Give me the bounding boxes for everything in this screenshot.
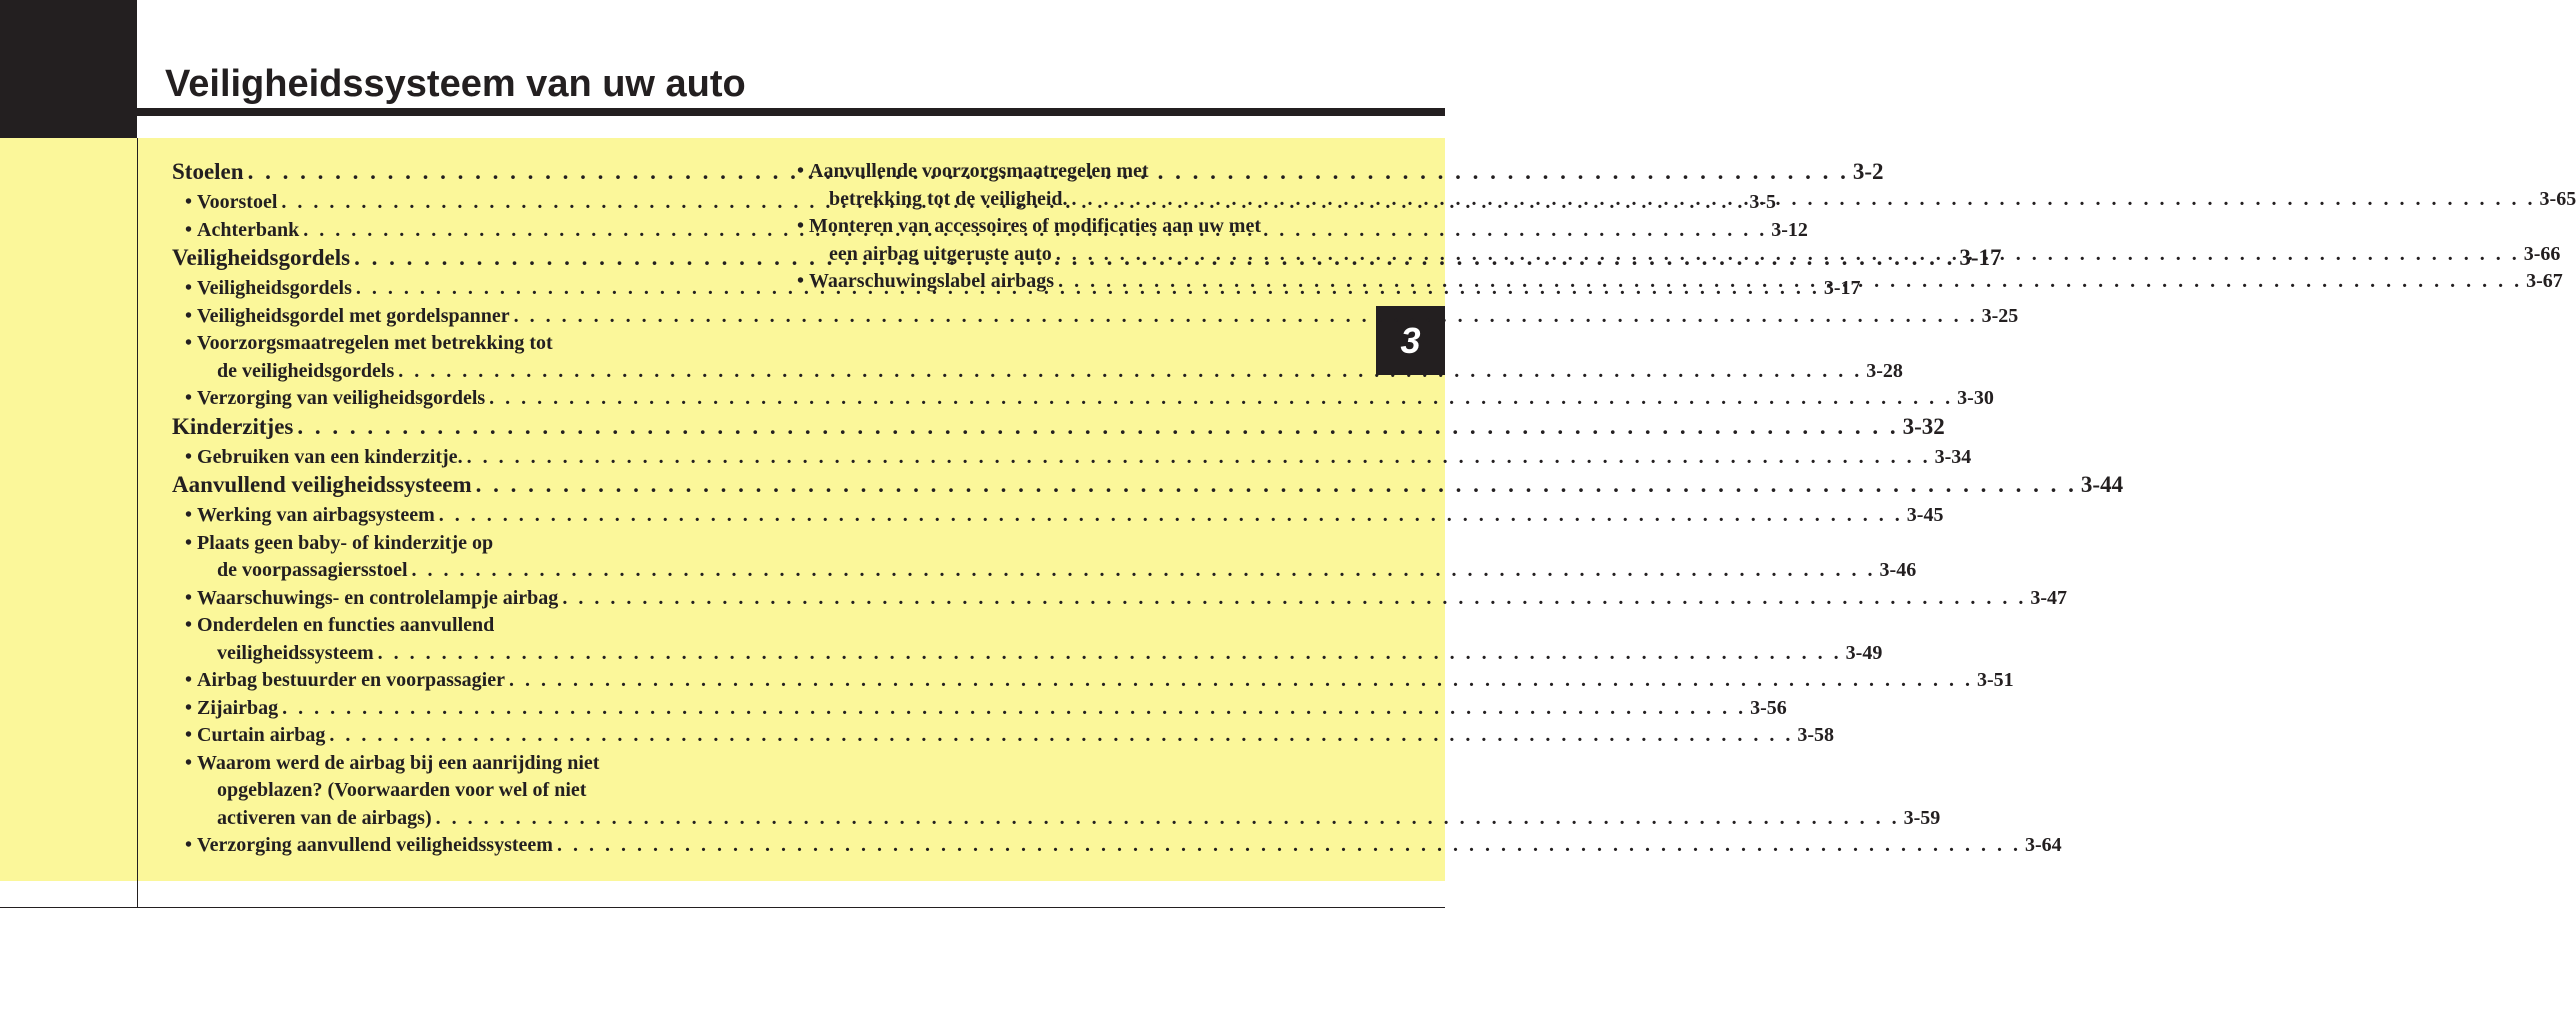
toc-item-waarschuwings[interactable] bbox=[172, 585, 2067, 613]
bullet-icon: • bbox=[185, 445, 193, 468]
toc-item-werking[interactable] bbox=[172, 502, 1944, 530]
toc-page: 3-28 bbox=[1866, 359, 1903, 382]
toc-label: Werking van airbagsysteem bbox=[197, 504, 435, 526]
toc-page: 3-64 bbox=[2024, 834, 2062, 856]
toc-page: 3-12 bbox=[1771, 218, 1808, 241]
bullet-icon: • bbox=[185, 696, 193, 719]
bullet-icon: • bbox=[185, 304, 193, 327]
dot-leader bbox=[1056, 243, 2520, 265]
bullet-icon: • bbox=[185, 504, 193, 526]
toc-label: Gebruiken van een kinderzitje. bbox=[197, 445, 463, 468]
toc-page: 3-2 bbox=[1852, 159, 1884, 184]
toc-label: Aanvullend veiligheidssysteem bbox=[172, 472, 472, 497]
bullet-icon: • bbox=[185, 834, 193, 856]
toc-item-verzorging-aanvullend[interactable] bbox=[172, 832, 2062, 860]
dot-leader bbox=[467, 446, 1931, 468]
title-underline bbox=[137, 108, 1445, 116]
toc-item-waarom[interactable] bbox=[172, 750, 1941, 833]
bullet-icon: • bbox=[185, 586, 193, 609]
toc-item-curtain-airbag[interactable] bbox=[172, 722, 1835, 750]
toc-label-continued: activeren van de airbags) bbox=[217, 806, 432, 829]
toc-label: Curtain airbag bbox=[197, 724, 326, 746]
toc-label: Achterbank bbox=[197, 218, 300, 241]
toc-label: Veiligheidsgordels bbox=[197, 277, 352, 299]
toc-page: 3-66 bbox=[2523, 242, 2561, 265]
toc-label-continued: opgeblazen? (Voorwaarden voor wel of niet bbox=[217, 779, 587, 801]
toc-label-continued: de voorpassagiersstoel bbox=[217, 559, 408, 581]
dot-leader bbox=[476, 472, 2077, 497]
bottom-rule bbox=[0, 907, 1445, 908]
bullet-icon: • bbox=[185, 724, 193, 746]
toc-page: 3-25 bbox=[1981, 304, 2019, 327]
toc-page: 3-51 bbox=[1976, 669, 2014, 691]
toc-label: Stoelen bbox=[172, 159, 244, 184]
toc-label: Voorzorgsmaatregelen met betrekking tot bbox=[197, 332, 553, 354]
toc-item-gebruiken[interactable] bbox=[172, 444, 1972, 472]
toc-page: 3-47 bbox=[2030, 586, 2067, 609]
dot-leader bbox=[557, 834, 2021, 856]
bullet-icon: • bbox=[185, 218, 193, 241]
toc-label-continued: een airbag uitgeruste auto bbox=[829, 242, 1052, 265]
toc-label-continued: veiligheidssysteem bbox=[217, 641, 374, 664]
toc-item-voorzorgsmaatregelen[interactable] bbox=[172, 330, 1903, 385]
black-corner-block bbox=[0, 0, 137, 138]
toc-label-continued: de veiligheidsgordels bbox=[217, 359, 395, 382]
dot-leader bbox=[398, 360, 1862, 382]
toc-page: 3-58 bbox=[1797, 724, 1835, 746]
toc-item-verzorging-gordels[interactable] bbox=[172, 385, 1994, 413]
dot-leader bbox=[439, 504, 1903, 526]
dot-leader bbox=[489, 387, 1953, 409]
bullet-icon: • bbox=[185, 387, 193, 409]
toc-label: Verzorging aanvullend veiligheidssysteem bbox=[197, 834, 553, 856]
toc-page: 3-34 bbox=[1934, 445, 1972, 468]
toc-label: Aanvullende voorzorgsmaatregelen met bbox=[809, 160, 1149, 182]
toc-label: Waarschuwingslabel airbags bbox=[809, 270, 1055, 292]
toc-label: Waarschuwings- en controlelampje airbag bbox=[197, 586, 559, 609]
toc-item-plaats-geen[interactable] bbox=[172, 530, 1917, 585]
toc-page: 3-67 bbox=[2526, 270, 2563, 292]
dot-leader bbox=[329, 724, 1793, 746]
bullet-icon: • bbox=[185, 531, 193, 554]
toc-item-zijairbag[interactable] bbox=[172, 695, 1787, 723]
dot-leader bbox=[514, 305, 1978, 327]
bullet-icon: • bbox=[185, 332, 193, 354]
toc-page: 3-5 bbox=[1749, 191, 1777, 213]
bullet-icon: • bbox=[185, 277, 193, 299]
dot-leader bbox=[562, 587, 2026, 609]
toc-page: 3-45 bbox=[1906, 504, 1944, 526]
toc-label: Veiligheidsgordels bbox=[172, 245, 351, 270]
dot-leader bbox=[1072, 188, 2536, 210]
dot-leader bbox=[436, 807, 1900, 829]
toc-label: Verzorging van veiligheidsgordels bbox=[197, 387, 486, 409]
dot-leader bbox=[297, 414, 1898, 439]
toc-page: 3-17 bbox=[1823, 277, 1861, 299]
bullet-icon: • bbox=[797, 270, 805, 292]
bullet-icon: • bbox=[185, 669, 193, 691]
bullet-icon: • bbox=[185, 191, 193, 213]
dot-leader bbox=[282, 697, 1746, 719]
toc-section-aanvullend[interactable] bbox=[172, 471, 2124, 502]
toc-page: 3-32 bbox=[1902, 413, 1945, 439]
toc-page: 3-30 bbox=[1957, 387, 1994, 409]
margin-line bbox=[137, 138, 138, 908]
bullet-icon: • bbox=[185, 751, 193, 774]
bullet-icon: • bbox=[797, 215, 805, 237]
toc-page: 3-65 bbox=[2539, 187, 2576, 210]
toc-label: Airbag bestuurder en voorpassagier bbox=[197, 669, 505, 691]
toc-page: 3-46 bbox=[1879, 559, 1917, 581]
toc-label-continued: betrekking tot de veiligheid. bbox=[829, 187, 1068, 210]
bullet-icon: • bbox=[185, 614, 193, 636]
page-title: Veiligheidssysteem van uw auto bbox=[165, 63, 746, 105]
toc-label: Veiligheidsgordel met gordelspanner bbox=[197, 304, 510, 327]
toc-page: 3-44 bbox=[2080, 472, 2124, 497]
dot-leader bbox=[509, 669, 1973, 691]
dot-leader bbox=[378, 642, 1842, 664]
bullet-icon: • bbox=[797, 160, 805, 182]
toc-page: 3-17 bbox=[1959, 245, 2002, 270]
toc-label: Onderdelen en functies aanvullend bbox=[197, 614, 495, 636]
toc-label: Monteren van accessoires of modificaties aan uw met bbox=[809, 215, 1261, 237]
toc-item-gordelspanner[interactable] bbox=[172, 303, 2019, 331]
toc-page: 3-59 bbox=[1903, 806, 1941, 829]
toc-label: Zijairbag bbox=[197, 696, 279, 719]
toc-item-airbag-bestuurder[interactable] bbox=[172, 667, 2014, 695]
toc-label: Voorstoel bbox=[197, 191, 278, 213]
toc-page: 3-49 bbox=[1845, 641, 1883, 664]
chapter-tab[interactable]: 3 bbox=[1376, 306, 1445, 375]
toc-label: Plaats geen baby- of kinderzitje op bbox=[197, 531, 494, 554]
dot-leader bbox=[1058, 270, 2522, 292]
toc-section-kinderzitjes[interactable] bbox=[172, 413, 1945, 444]
toc-item-onderdelen[interactable] bbox=[172, 612, 1883, 667]
toc-page: 3-56 bbox=[1750, 696, 1787, 719]
toc-label: Waarom werd de airbag bij een aanrijding niet bbox=[197, 751, 600, 774]
dot-leader bbox=[412, 559, 1876, 581]
toc-label: Kinderzitjes bbox=[172, 413, 294, 439]
